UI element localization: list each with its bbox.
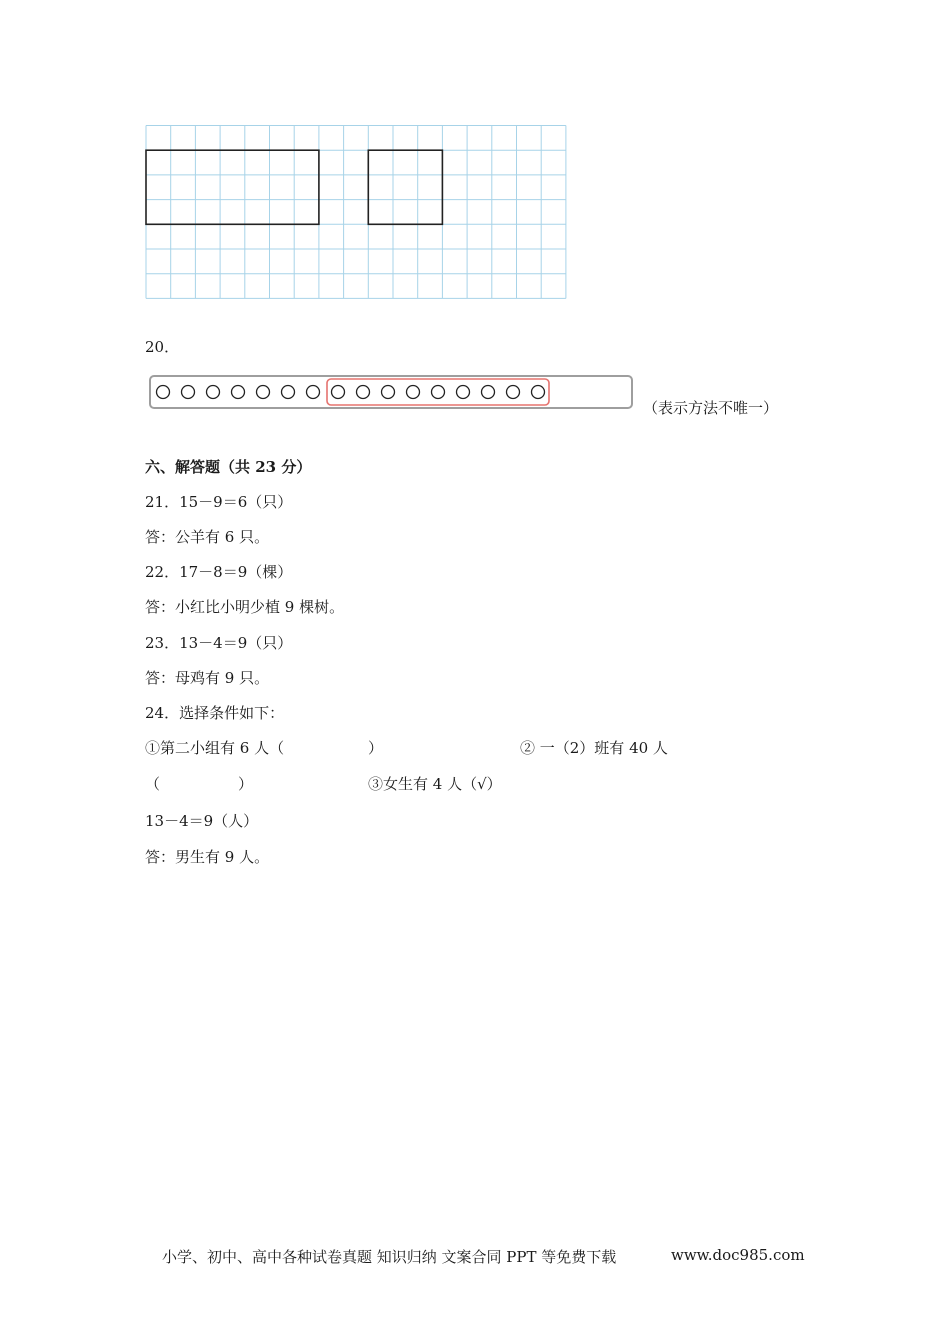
footer-text: 小学、初中、高中各种试卷真题 知识归纳 文案合同 PPT 等免费下载 [162, 1248, 617, 1266]
bead-circle [432, 386, 445, 399]
question-24-option-2-open: （ [145, 775, 161, 793]
question-24-answer: 答：男生有 9 人。 [145, 848, 270, 866]
bead-circle [282, 386, 295, 399]
square-small [368, 150, 442, 224]
question-20-note: （表示方法不唯一） [643, 399, 779, 417]
question-21-answer: 答：公羊有 6 只。 [145, 528, 270, 546]
question-24-option-3: ③女生有 4 人（√） [368, 775, 502, 793]
grid-figure [145, 125, 568, 300]
bead-circle [357, 386, 370, 399]
question-23-answer: 答：母鸡有 9 只。 [145, 669, 270, 687]
question-23-equation: 23．13－4＝9（只） [145, 634, 293, 652]
bead-circle [157, 386, 170, 399]
bead-circle [307, 386, 320, 399]
bead-circle [532, 386, 545, 399]
question-24-option-2: ② 一（2）班有 40 人 [520, 739, 668, 757]
bead-circle [482, 386, 495, 399]
rectangle-large [146, 150, 319, 224]
bead-row [149, 375, 633, 409]
bead-circle [382, 386, 395, 399]
question-21-equation: 21．15－9＝6（只） [145, 493, 293, 511]
bead-circle [182, 386, 195, 399]
question-20-number: 20． [145, 338, 180, 356]
question-24-option-2-close: ） [238, 775, 254, 793]
section-title: 六、解答题（共 23 分） [145, 458, 312, 476]
footer-url: www.doc985.com [671, 1246, 805, 1264]
bead-circle [207, 386, 220, 399]
bead-circle [507, 386, 520, 399]
bead-circle [407, 386, 420, 399]
bead-circle [332, 386, 345, 399]
question-22-answer: 答：小红比小明少植 9 棵树。 [145, 598, 345, 616]
question-24-equation: 13－4＝9（人） [145, 812, 259, 830]
question-22-equation: 22．17－8＝9（棵） [145, 563, 293, 581]
bead-highlight-box [327, 379, 549, 405]
question-24-intro: 24．选择条件如下： [145, 704, 285, 722]
question-24-option-1: ①第二小组有 6 人（ [145, 739, 285, 757]
bead-circle [232, 386, 245, 399]
question-24-option-1-close: ） [368, 739, 384, 757]
bead-circle [257, 386, 270, 399]
bead-circle [457, 386, 470, 399]
